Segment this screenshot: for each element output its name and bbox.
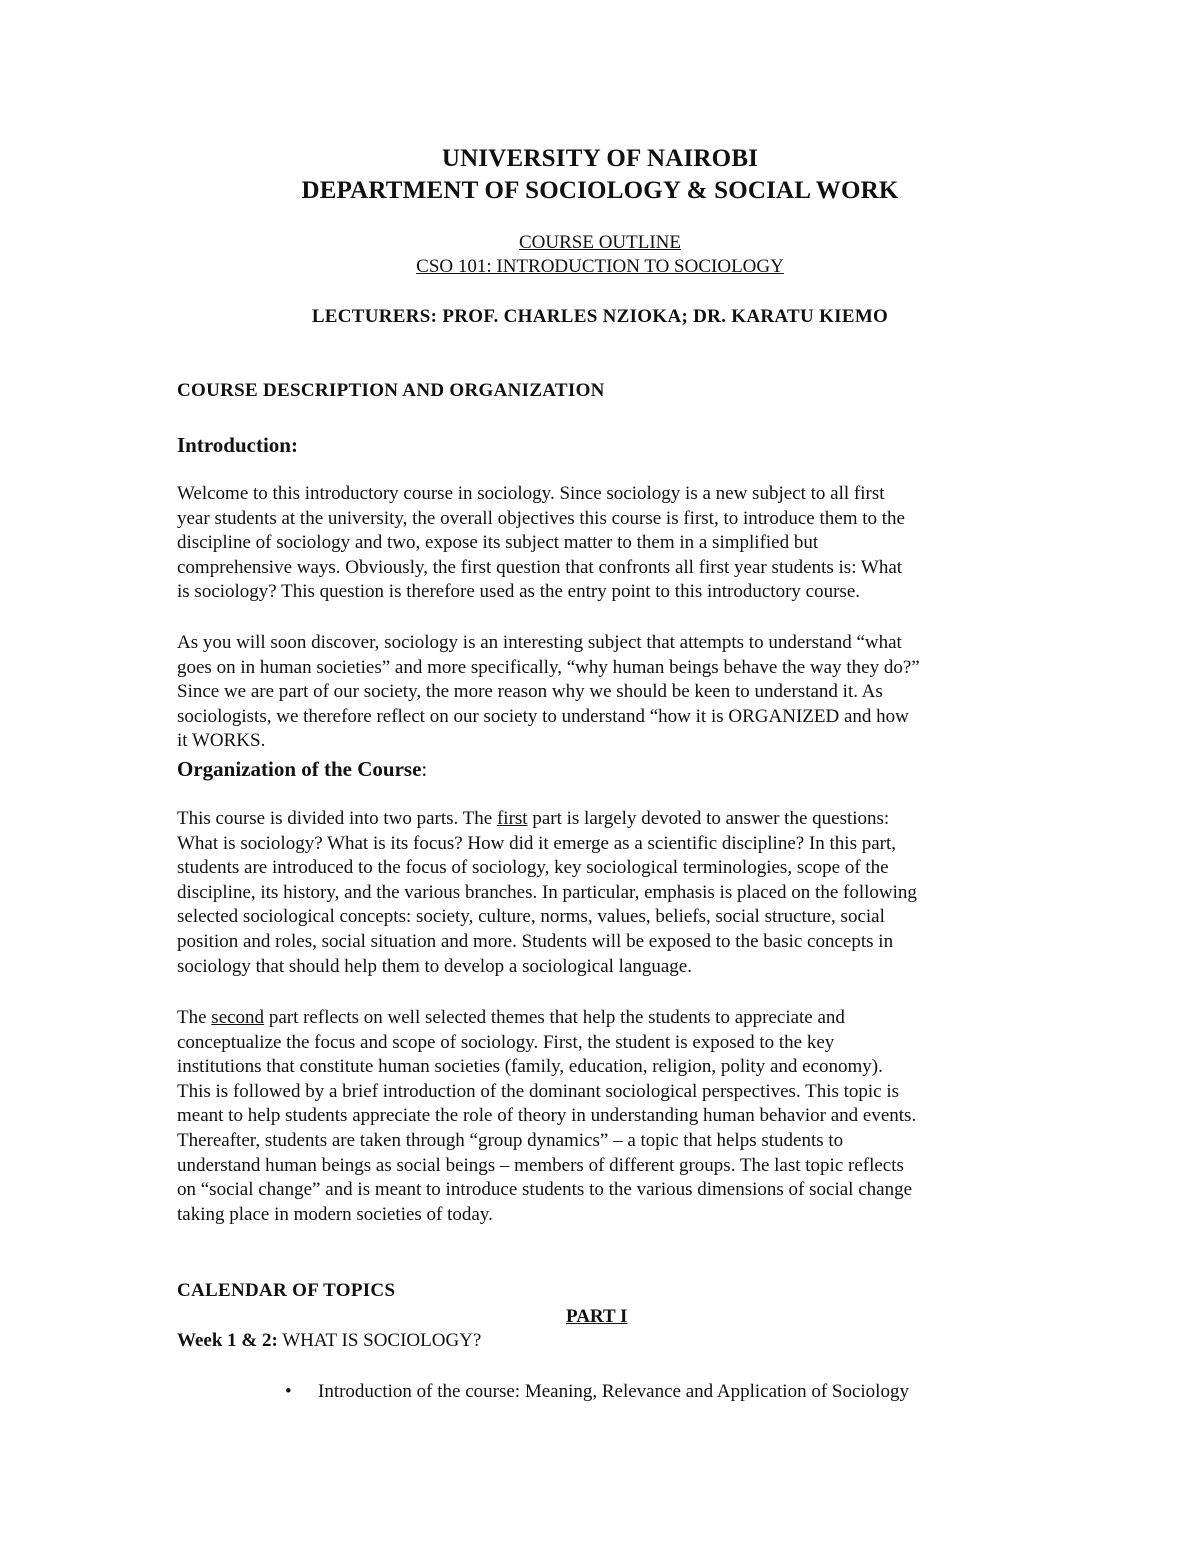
introduction-heading: Introduction: — [177, 433, 298, 457]
paragraph-line: sociologists, we therefore reflect on our society to understand “how it is ORGANIZED and how — [177, 705, 909, 727]
paragraph-line: selected sociological concepts: society, culture, norms, values, beliefs, social structure, social — [177, 906, 885, 928]
paragraph-line: As you will soon discover, sociology is an interesting subject that attempts to understand “what — [177, 632, 902, 653]
text-run: part reflects on well selected themes that help the students to appreciate and — [264, 1007, 845, 1028]
course-outline-title: COURSE OUTLINE — [518, 232, 682, 253]
paragraph-line: Since we are part of our society, the more reason why we should be keen to understand it. As — [177, 681, 883, 703]
section-heading-description: COURSE DESCRIPTION AND ORGANIZATION — [177, 380, 605, 401]
underlined-word-first: first — [496, 808, 528, 829]
list-item: Introduction of the course: Meaning, Relevance and Application of Sociology — [318, 1381, 909, 1402]
paragraph-line — [177, 1006, 1037, 1031]
university-title: UNIVERSITY OF NAIROBI — [441, 145, 759, 172]
paragraph-line: understand human beings as social beings – members of different groups. The last topic reflects — [177, 1154, 904, 1176]
part-one-heading: PART I — [566, 1306, 628, 1327]
calendar-heading: CALENDAR OF TOPICS — [177, 1280, 396, 1301]
week-label: Week 1 & 2: — [177, 1330, 278, 1351]
organization-paragraph-1 — [177, 807, 1037, 979]
organization-paragraph-2 — [177, 1006, 1037, 1227]
course-code-title: CSO 101: INTRODUCTION TO SOCIOLOGY — [416, 256, 784, 277]
paragraph-line: Thereafter, students are taken through “group dynamics” – a topic that helps students to — [177, 1129, 844, 1151]
week-heading — [177, 1330, 481, 1352]
week-title: WHAT IS SOCIOLOGY? — [277, 1330, 482, 1351]
bullet-icon: • — [285, 1381, 292, 1402]
paragraph-line: is sociology? This question is therefore used as the entry point to this introductory course. — [177, 581, 860, 603]
paragraph-line: institutions that constitute human societies (family, education, religion, polity and economy). — [177, 1056, 883, 1078]
paragraph-line: students are introduced to the focus of sociology, key sociological terminologies, scope of the — [177, 857, 889, 879]
lecturers-line: LECTURERS: PROF. CHARLES NZIOKA; DR. KARATU KIEMO — [311, 306, 889, 327]
intro-paragraph-2 — [177, 631, 1037, 754]
organization-heading — [177, 757, 427, 782]
paragraph-line: year students at the university, the overall objectives this course is first, to introduce them to the — [177, 507, 905, 529]
paragraph-line: goes on in human societies” and more specifically, “why human beings behave the way they do?” — [177, 656, 920, 678]
intro-paragraph-1 — [177, 482, 1037, 605]
paragraph-line — [177, 807, 1037, 832]
paragraph-line: Welcome to this introductory course in sociology. Since sociology is a new subject to all first — [177, 483, 885, 504]
paragraph-line: This is followed by a brief introduction of the dominant sociological perspectives. This topic is — [177, 1080, 900, 1102]
paragraph-line: meant to help students appreciate the role of theory in understanding human behavior and events. — [177, 1105, 917, 1127]
organization-heading-text: Organization of the Course — [177, 757, 422, 781]
paragraph-line: position and roles, social situation and more. Students will be exposed to the basic concepts in — [177, 930, 894, 952]
paragraph-line: on “social change” and is meant to introduce students to the various dimensions of social change — [177, 1179, 912, 1201]
paragraph-line: it WORKS. — [177, 730, 266, 752]
text-run: part is largely devoted to answer the questions: — [527, 808, 890, 829]
text-run: This course is divided into two parts. The — [177, 808, 497, 829]
department-title: DEPARTMENT OF SOCIOLOGY & SOCIAL WORK — [301, 177, 899, 204]
text-run: The — [177, 1007, 212, 1028]
paragraph-line: taking place in modern societies of today. — [177, 1203, 493, 1225]
paragraph-line: What is sociology? What is its focus? How did it emerge as a scientific discipline? In this part, — [177, 832, 897, 854]
paragraph-line: conceptualize the focus and scope of sociology. First, the student is exposed to the key — [177, 1031, 835, 1053]
organization-heading-colon: : — [421, 757, 428, 781]
paragraph-line: sociology that should help them to develop a sociological language. — [177, 955, 692, 977]
paragraph-line: discipline of sociology and two, expose its subject matter to them in a simplified but — [177, 532, 819, 554]
underlined-word-second: second — [211, 1007, 265, 1028]
paragraph-line: discipline, its history, and the various branches. In particular, emphasis is placed on the following — [177, 881, 917, 903]
paragraph-line: comprehensive ways. Obviously, the first question that confronts all first year students is: What — [177, 556, 903, 578]
